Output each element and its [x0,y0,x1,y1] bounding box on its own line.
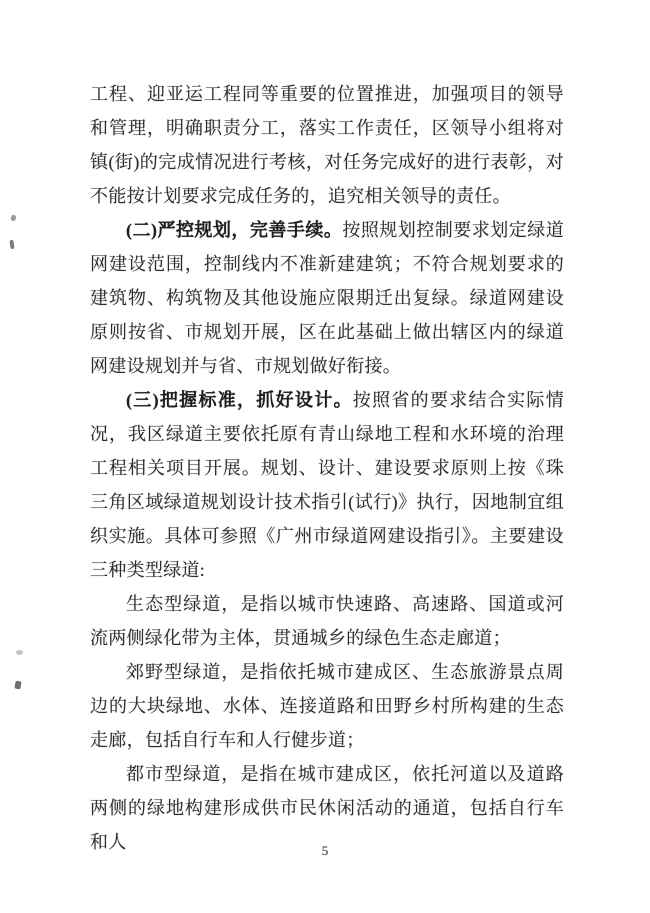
paragraph-text: 按照省的要求结合实际情况，我区绿道主要依托原有青山绿地工程和水环境的治理工程相关项目开展。规划、设计、建设要求原则上按《珠三角区域绿道规划设计技术指引(试行)》执行，因地制宜组织实施。具体可参照《广州市绿道网建设指引》。主要建设三种类型绿道: [90,390,564,580]
scan-ink-speck [16,650,23,655]
section-heading: (三)把握标准，抓好设计。 [126,390,353,410]
paragraph [90,383,564,587]
paragraph [90,213,564,383]
paragraph-text: 郊野型绿道，是指依托城市建成区、生态旅游景点周边的大块绿地、水体、连接道路和田野乡村所构建的生态走廊，包括自行车和人行健步道； [90,662,564,750]
scan-ink-speck [14,681,21,690]
scan-ink-speck [9,240,14,249]
paragraph [90,587,564,655]
section-heading: (二)严控规划，完善手续。 [126,220,343,240]
paragraph [90,77,564,213]
paragraph-text: 生态型绿道，是指以城市快速路、高速路、国道或河流两侧绿化带为主体，贯通城乡的绿色生态走廊道； [90,594,564,648]
paragraph-text: 工程、迎亚运工程同等重要的位置推进，加强项目的领导和管理，明确职责分工，落实工作责任，区领导小组将对镇(街)的完成情况进行考核，对任务完成好的进行表彰，对不能按计划要求完成任务的，追究相关领导的责任。 [90,84,564,206]
paragraph-text: 按照规划控制要求划定绿道网建设范围，控制线内不准新建建筑；不符合规划要求的建筑物、构筑物及其他设施应限期迁出复绿。绿道网建设原则按省、市规划开展，区在此基础上做出辖区内的绿道网建设规划并与省、市规划做好衔接。 [90,220,564,376]
paragraph [90,655,564,757]
page-number: 5 [321,843,329,858]
document-body [90,77,564,859]
paragraph-text: 都市型绿道，是指在城市建成区，依托河道以及道路两侧的绿地构建形成供市民休闲活动的通道，包括自行车和人 [90,764,564,852]
scan-ink-speck [10,214,17,222]
